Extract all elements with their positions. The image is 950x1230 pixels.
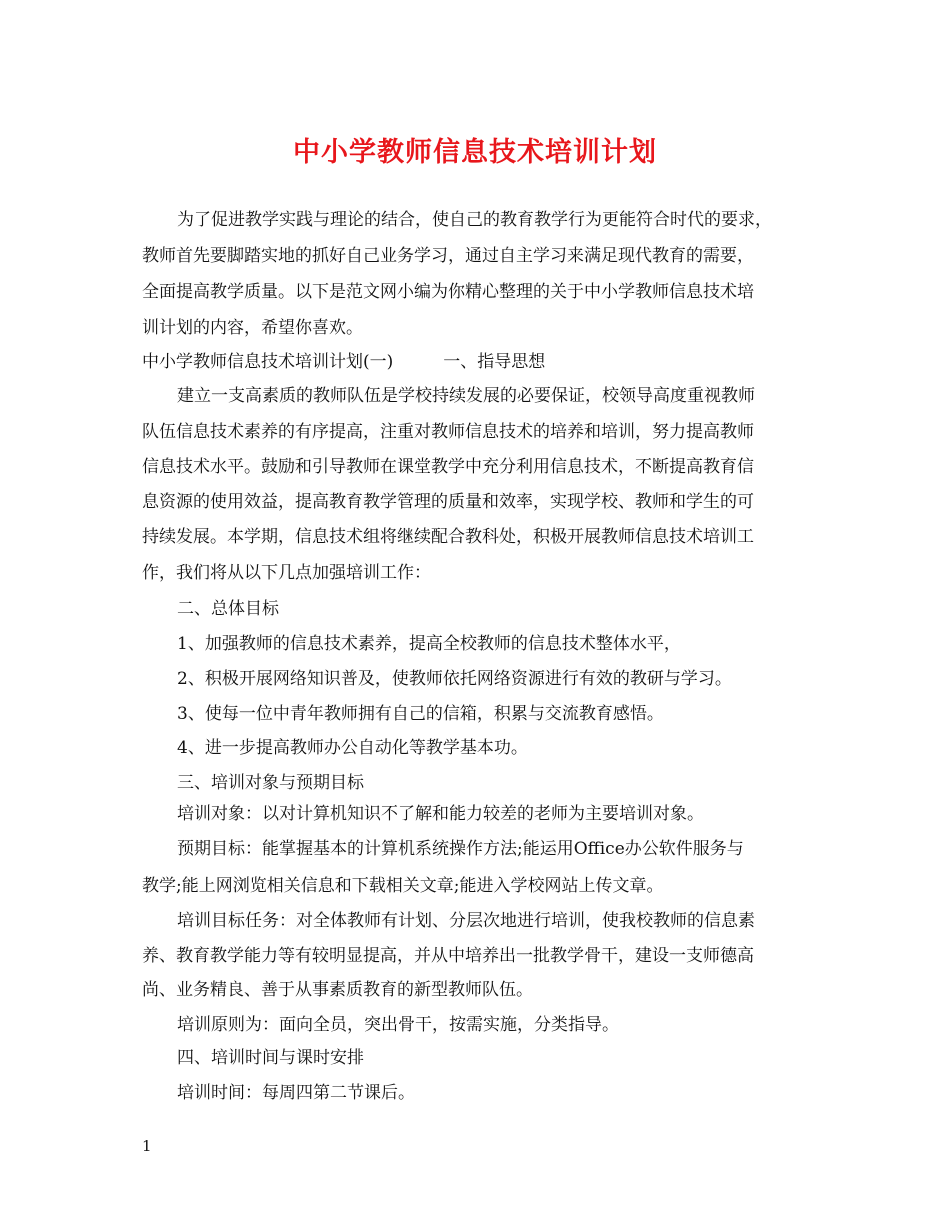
paragraph-line: 培训目标任务：对全体教师有计划、分层次地进行培训，使我校教师的信息素	[177, 911, 755, 931]
paragraph-line: 尚、业务精良、善于从事素质教育的新型教师队伍。	[142, 980, 533, 1000]
paragraph-line: 为了促进教学实践与理论的结合，使自己的教育教学行为更能符合时代的要求，	[177, 210, 772, 230]
plan-subtitle: 中小学教师信息技术培训计划(一)	[142, 352, 394, 372]
paragraph-line: 持续发展。本学期，信息技术组将继续配合教科处，积极开展教师信息技术培训工	[142, 527, 754, 547]
page-number: 1	[142, 1137, 152, 1155]
paragraph-line: 培训对象：以对计算机知识不了解和能力较差的老师为主要培训对象。	[177, 804, 704, 824]
paragraph-line: 息资源的使用效益，提高教育教学管理的质量和效率，实现学校、教师和学生的可	[142, 492, 754, 512]
paragraph-line: 作，我们将从以下几点加强培训工作：	[142, 563, 431, 583]
paragraph-line: 队伍信息技术素养的有序提高，注重对教师信息技术的培养和培训，努力提高教师	[142, 422, 754, 442]
list-item: 4、进一步提高教师办公自动化等教学基本功。	[177, 738, 528, 758]
paragraph-line: 养、教育教学能力等有较明显提高，并从中培养出一批教学骨干，建设一支师德高	[142, 946, 754, 966]
section-heading-line	[142, 350, 545, 374]
paragraph-line: 教师首先要脚踏实地的抓好自己业务学习，通过自主学习来满足现代教育的需要，	[142, 246, 754, 266]
paragraph-line: 建立一支高素质的教师队伍是学校持续发展的必要保证，校领导高度重视教师	[177, 386, 755, 406]
paragraph-line: 培训原则为：面向全员，突出骨干，按需实施，分类指导。	[177, 1015, 619, 1035]
paragraph-line: 信息技术水平。鼓励和引导教师在课堂教学中充分利用信息技术，不断提高教育信	[142, 457, 754, 477]
paragraph-line: 训计划的内容，希望你喜欢。	[142, 318, 363, 338]
section-heading: 三、培训对象与预期目标	[177, 773, 364, 793]
list-item: 2、积极开展网络知识普及，使教师依托网络资源进行有效的教研与学习。	[177, 669, 732, 689]
list-item: 1、加强教师的信息技术素养，提高全校教师的信息技术整体水平，	[177, 634, 681, 654]
paragraph-line: 培训时间：每周四第二节课后。	[177, 1083, 415, 1103]
document-title: 中小学教师信息技术培训计划	[293, 137, 657, 168]
paragraph-line: 预期目标：能掌握基本的计算机系统操作方法;能运用Office办公软件服务与	[177, 839, 744, 859]
paragraph-line: 全面提高教学质量。以下是范文网小编为你精心整理的关于中小学教师信息技术培	[142, 282, 754, 302]
list-item: 3、使每一位中青年教师拥有自己的信箱，积累与交流教育感悟。	[177, 704, 664, 724]
section-heading: 二、总体目标	[177, 599, 279, 619]
paragraph-line: 教学;能上网浏览相关信息和下载相关文章;能进入学校网站上传文章。	[142, 876, 664, 896]
section-heading: 四、培训时间与课时安排	[177, 1048, 364, 1068]
section-heading: 一、指导思想	[443, 352, 546, 372]
